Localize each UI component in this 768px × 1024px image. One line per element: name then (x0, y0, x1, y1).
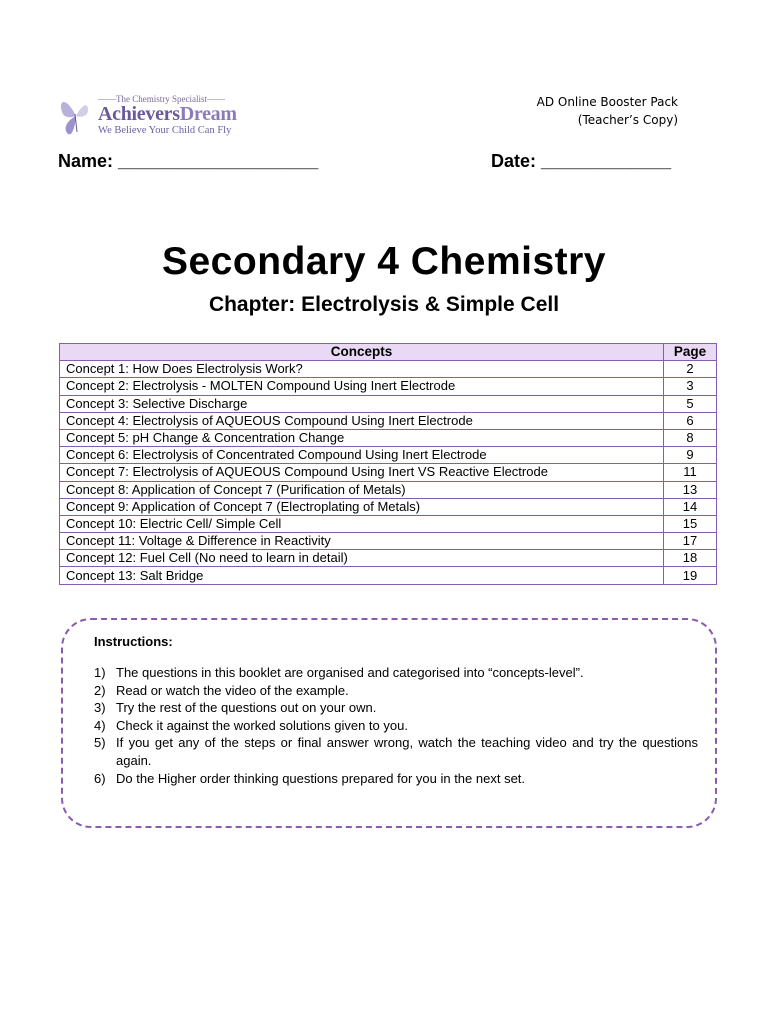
instructions-list (94, 664, 698, 787)
instructions-heading: Instructions: (94, 634, 173, 649)
table-row (60, 361, 717, 378)
name-field: Name: ____________________ (58, 151, 319, 171)
list-item (94, 734, 698, 769)
table-row (60, 412, 717, 429)
page-title: Secondary 4 Chemistry (161, 240, 606, 283)
concepts-table (59, 343, 717, 585)
list-item (94, 770, 698, 788)
butterfly-icon (58, 94, 94, 138)
pack-copy-type: (Teacher’s Copy) (577, 113, 678, 127)
page-cell: 11 (664, 464, 717, 481)
list-item (94, 717, 698, 735)
page-cell: 8 (664, 429, 717, 446)
table-row (60, 550, 717, 567)
page-cell: 19 (664, 567, 717, 584)
table-row (60, 567, 717, 584)
table-row (60, 378, 717, 395)
item-text: Read or watch the video of the example. (116, 682, 349, 698)
page-cell: 13 (664, 481, 717, 498)
table-row (60, 515, 717, 532)
item-number: 4) (94, 717, 106, 733)
chapter-subtitle: Chapter: Electrolysis & Simple Cell (208, 293, 560, 316)
page-cell: 15 (664, 515, 717, 532)
concept-cell: Concept 9: Application of Concept 7 (Electroplating of Metals) (60, 498, 664, 515)
page-cell: 5 (664, 395, 717, 412)
table-row (60, 464, 717, 481)
list-item (94, 699, 698, 717)
table-row (60, 481, 717, 498)
table-row (60, 447, 717, 464)
concept-cell: Concept 6: Electrolysis of Concentrated Compound Using Inert Electrode (60, 447, 664, 464)
logo-tagline: ——The Chemistry Specialist—— (98, 94, 225, 104)
concept-cell: Concept 7: Electrolysis of AQUEOUS Compound Using Inert VS Reactive Electrode (60, 464, 664, 481)
item-text: Try the rest of the questions out on your own. (116, 700, 377, 716)
page-cell: 6 (664, 412, 717, 429)
table-row (60, 498, 717, 515)
item-number: 5) (94, 735, 106, 751)
concept-cell: Concept 5: pH Change & Concentration Change (60, 429, 664, 446)
item-text: The questions in this booklet are organised and categorised into “concepts-level”. (116, 665, 584, 680)
table-row (60, 429, 717, 446)
concept-cell: Concept 8: Application of Concept 7 (Purification of Metals) (60, 481, 664, 498)
pack-title: AD Online Booster Pack (536, 95, 678, 109)
date-field: Date: _____________ (491, 151, 672, 171)
booster-pack-label (537, 93, 678, 129)
item-text: Check it against the worked solutions given to you. (116, 717, 408, 733)
concept-cell: Concept 4: Electrolysis of AQUEOUS Compound Using Inert Electrode (60, 412, 664, 429)
company-logo (58, 92, 258, 142)
page-cell: 3 (664, 378, 717, 395)
item-text: If you get any of the steps or final answer wrong, watch the teaching video and try the questions again. (116, 735, 698, 768)
concept-cell: Concept 12: Fuel Cell (No need to learn in detail) (60, 550, 664, 567)
table-row (60, 395, 717, 412)
concept-cell: Concept 3: Selective Discharge (60, 395, 664, 412)
concept-cell: Concept 11: Voltage & Difference in Reactivity (60, 533, 664, 550)
page-cell: 18 (664, 550, 717, 567)
page-cell: 2 (664, 361, 717, 378)
concept-cell: Concept 13: Salt Bridge (60, 567, 664, 584)
logo-slogan: We Believe Your Child Can Fly (98, 125, 232, 136)
page-cell: 14 (664, 498, 717, 515)
item-number: 3) (94, 700, 106, 716)
concept-cell: Concept 10: Electric Cell/ Simple Cell (60, 515, 664, 532)
concept-cell: Concept 2: Electrolysis - MOLTEN Compound Using Inert Electrode (60, 378, 664, 395)
concepts-column-header: Concepts (60, 344, 664, 361)
list-item (94, 682, 698, 700)
logo-brand: AchieversDream (98, 103, 237, 125)
item-number: 6) (94, 770, 106, 786)
item-text: Do the Higher order thinking questions prepared for you in the next set. (116, 770, 526, 786)
item-number: 2) (94, 682, 106, 698)
table-header-row (60, 344, 717, 361)
page-column-header: Page (664, 344, 717, 361)
list-item (94, 664, 698, 682)
table-row (60, 533, 717, 550)
item-number: 1) (94, 665, 106, 680)
page-cell: 17 (664, 533, 717, 550)
concept-cell: Concept 1: How Does Electrolysis Work? (60, 361, 664, 378)
page-cell: 9 (664, 447, 717, 464)
